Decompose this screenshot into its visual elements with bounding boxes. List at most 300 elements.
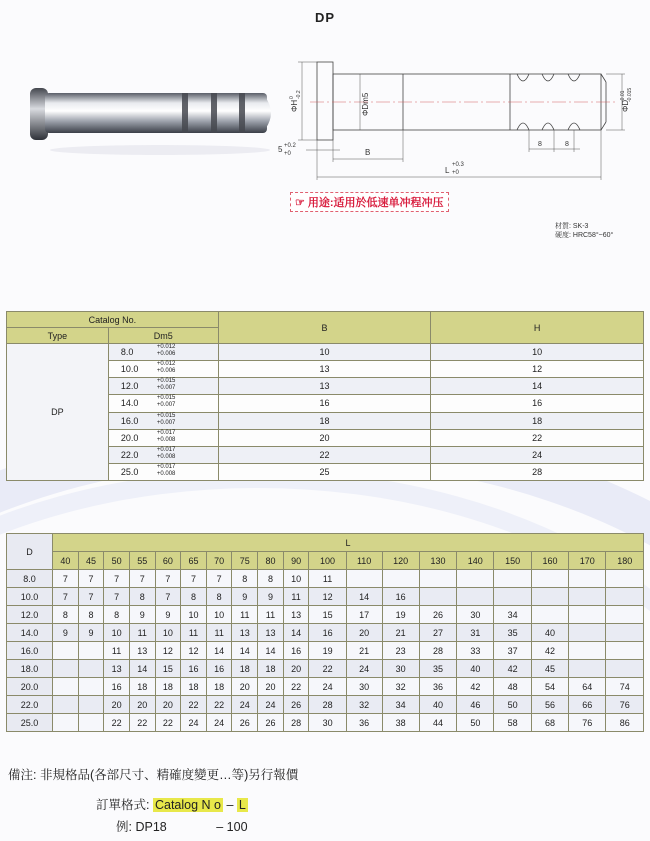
technical-drawing bbox=[270, 52, 640, 192]
example-dash: – bbox=[216, 820, 224, 834]
page-title: DP bbox=[314, 10, 336, 25]
dm5-tolerance: +0.012 +0.006 bbox=[156, 344, 176, 357]
b-length-cell: 86 bbox=[606, 714, 644, 732]
table-row bbox=[7, 344, 644, 361]
table-row bbox=[7, 624, 644, 642]
l-value-header: 45 bbox=[78, 552, 104, 570]
b-length-cell: 13 bbox=[129, 642, 155, 660]
b-length-cell: 11 bbox=[129, 624, 155, 642]
dm5-tolerance: +0.015 +0.007 bbox=[156, 395, 176, 409]
b-length-cell: 13 bbox=[283, 606, 309, 624]
example-label: 例: bbox=[116, 820, 132, 834]
b-length-cell: 8 bbox=[258, 570, 284, 588]
b-length-cell: 24 bbox=[309, 678, 346, 696]
b-length-cell: 7 bbox=[155, 570, 181, 588]
h-cell: 10 bbox=[431, 344, 644, 361]
b-length-cell: 8 bbox=[104, 606, 130, 624]
b-length-cell: 20 bbox=[104, 696, 130, 714]
b-length-cell bbox=[494, 588, 531, 606]
b-length-cell: 54 bbox=[531, 678, 568, 696]
d-cell: 18.0 bbox=[7, 660, 53, 678]
svg-text:5: 5 bbox=[278, 145, 283, 154]
b-length-cell: 11 bbox=[232, 606, 258, 624]
svg-text:+0.2: +0.2 bbox=[284, 143, 296, 149]
b-length-cell: 22 bbox=[181, 696, 207, 714]
b-length-cell bbox=[606, 660, 644, 678]
b-length-cell: 20 bbox=[232, 678, 258, 696]
h-cell: 14 bbox=[431, 378, 644, 395]
b-length-cell: 16 bbox=[309, 624, 346, 642]
pin-groove-3 bbox=[239, 93, 245, 133]
table-row bbox=[7, 696, 644, 714]
dm5-cell bbox=[108, 344, 218, 361]
b-length-cell: 11 bbox=[283, 588, 309, 606]
b-cell: 13 bbox=[218, 361, 431, 378]
b-length-cell: 16 bbox=[283, 642, 309, 660]
b-length-cell: 36 bbox=[346, 714, 382, 732]
b-length-cell: 9 bbox=[232, 588, 258, 606]
b-length-cell bbox=[569, 606, 606, 624]
b-cell: 20 bbox=[218, 429, 431, 446]
b-length-cell: 32 bbox=[382, 678, 419, 696]
l-value-header: 150 bbox=[494, 552, 531, 570]
b-length-cell: 36 bbox=[419, 678, 456, 696]
d-cell: 16.0 bbox=[7, 642, 53, 660]
l-value-header: 60 bbox=[155, 552, 181, 570]
table-row bbox=[7, 606, 644, 624]
b-length-cell bbox=[78, 642, 104, 660]
b-length-cell: 22 bbox=[155, 714, 181, 732]
b-length-cell: 18 bbox=[155, 678, 181, 696]
h-cell: 28 bbox=[431, 463, 644, 480]
b-length-cell: 26 bbox=[283, 696, 309, 714]
b-cell: 16 bbox=[218, 395, 431, 412]
b-length-cell: 15 bbox=[309, 606, 346, 624]
dm5-tolerance: +0.015 +0.007 bbox=[156, 378, 176, 392]
drawing-label-l bbox=[445, 162, 465, 176]
b-length-cell: 7 bbox=[155, 588, 181, 606]
b-length-cell: 27 bbox=[419, 624, 456, 642]
b-length-cell: 22 bbox=[206, 696, 232, 714]
b-cell: 10 bbox=[218, 344, 431, 361]
b-length-cell: 28 bbox=[419, 642, 456, 660]
dm5-value: 22.0 bbox=[120, 449, 139, 460]
h-header: H bbox=[431, 312, 644, 344]
b-length-cell: 15 bbox=[155, 660, 181, 678]
l-value-header: 50 bbox=[104, 552, 130, 570]
b-length-cell bbox=[606, 606, 644, 624]
b-length-cell: 9 bbox=[53, 624, 79, 642]
b-length-cell: 40 bbox=[457, 660, 494, 678]
spec-header-row bbox=[7, 312, 644, 328]
drawing-head bbox=[317, 62, 333, 140]
b-length-cell: 17 bbox=[346, 606, 382, 624]
l-value-header: 160 bbox=[531, 552, 568, 570]
hardness-line: 硬度: HRC58°~60° bbox=[555, 232, 614, 239]
b-length-cell: 10 bbox=[104, 624, 130, 642]
dm5-value: 14.0 bbox=[120, 398, 139, 409]
b-length-cell: 24 bbox=[346, 660, 382, 678]
b-length-cell: 16 bbox=[382, 588, 419, 606]
b-length-cell: 21 bbox=[346, 642, 382, 660]
b-length-cell: 22 bbox=[104, 714, 130, 732]
d-header: D bbox=[7, 534, 53, 570]
b-length-cell: 7 bbox=[53, 570, 79, 588]
b-length-cell bbox=[606, 624, 644, 642]
b-length-cell: 20 bbox=[283, 660, 309, 678]
b-length-cell bbox=[606, 570, 644, 588]
dm5-value: 10.0 bbox=[120, 364, 139, 375]
dm5-cell bbox=[108, 395, 218, 412]
order-l-field: L bbox=[238, 798, 246, 812]
b-length-cell: 35 bbox=[419, 660, 456, 678]
b-length-cell bbox=[53, 696, 79, 714]
b-length-cell: 35 bbox=[494, 624, 531, 642]
b-length-cell: 26 bbox=[258, 714, 284, 732]
b-length-cell: 16 bbox=[104, 678, 130, 696]
b-length-cell: 7 bbox=[78, 570, 104, 588]
dm5-value: 12.0 bbox=[120, 381, 139, 392]
b-length-cell: 8 bbox=[129, 588, 155, 606]
b-length-cell: 38 bbox=[382, 714, 419, 732]
b-length-cell: 20 bbox=[346, 624, 382, 642]
b-length-cell bbox=[569, 570, 606, 588]
b-length-cell: 7 bbox=[53, 588, 79, 606]
b-length-cell: 11 bbox=[258, 606, 284, 624]
b-length-cell: 74 bbox=[606, 678, 644, 696]
b-length-cell: 9 bbox=[78, 624, 104, 642]
b-length-cell: 8 bbox=[53, 606, 79, 624]
l-value-header: 120 bbox=[382, 552, 419, 570]
b-length-cell: 18 bbox=[258, 660, 284, 678]
type-header: Type bbox=[7, 328, 109, 344]
order-format bbox=[96, 795, 248, 813]
dm5-cell bbox=[108, 361, 218, 378]
b-length-cell: 76 bbox=[606, 696, 644, 714]
svg-text:-0.015: -0.015 bbox=[627, 87, 633, 102]
b-length-cell bbox=[78, 660, 104, 678]
b-length-cell: 14 bbox=[346, 588, 382, 606]
b-length-cell: 8 bbox=[232, 570, 258, 588]
material-line: 材質: SK-3 bbox=[555, 223, 589, 230]
b-length-cell: 50 bbox=[457, 714, 494, 732]
b-length-cell: 9 bbox=[129, 606, 155, 624]
b-length-cell: 66 bbox=[569, 696, 606, 714]
b-length-cell: 14 bbox=[206, 642, 232, 660]
h-cell: 24 bbox=[431, 446, 644, 463]
l-value-header: 55 bbox=[129, 552, 155, 570]
d-cell: 12.0 bbox=[7, 606, 53, 624]
l-value-header: 170 bbox=[569, 552, 606, 570]
b-length-cell: 11 bbox=[181, 624, 207, 642]
l-value-header: 140 bbox=[457, 552, 494, 570]
drawing-label-b: B bbox=[365, 148, 371, 157]
b-length-cell: 32 bbox=[346, 696, 382, 714]
l-header: L bbox=[53, 534, 644, 552]
b-length-cell: 37 bbox=[494, 642, 531, 660]
b-length-cell: 10 bbox=[283, 570, 309, 588]
b-length-cell bbox=[569, 624, 606, 642]
b-length-cell bbox=[494, 570, 531, 588]
b-length-cell: 7 bbox=[181, 570, 207, 588]
b-length-cell bbox=[531, 570, 568, 588]
b-length-cell bbox=[531, 606, 568, 624]
h-cell: 12 bbox=[431, 361, 644, 378]
b-length-cell bbox=[569, 588, 606, 606]
b-length-cell: 42 bbox=[531, 642, 568, 660]
h-cell: 22 bbox=[431, 429, 644, 446]
order-dash: – bbox=[226, 798, 234, 812]
dm5-header: Dm5 bbox=[108, 328, 218, 344]
b-length-cell: 7 bbox=[206, 570, 232, 588]
d-cell: 20.0 bbox=[7, 678, 53, 696]
b-length-cell: 68 bbox=[531, 714, 568, 732]
b-cell: 22 bbox=[218, 446, 431, 463]
b-length-cell bbox=[53, 714, 79, 732]
b-length-cell: 22 bbox=[283, 678, 309, 696]
b-length-cell bbox=[78, 696, 104, 714]
table-row bbox=[7, 714, 644, 732]
l-value-header: 100 bbox=[309, 552, 346, 570]
b-length-cell: 30 bbox=[382, 660, 419, 678]
b-length-cell: 48 bbox=[494, 678, 531, 696]
b-length-cell: 40 bbox=[531, 624, 568, 642]
b-length-cell: 13 bbox=[232, 624, 258, 642]
b-length-cell: 12 bbox=[181, 642, 207, 660]
dm5-tolerance: +0.017 +0.008 bbox=[156, 463, 176, 477]
b-length-cell: 10 bbox=[155, 624, 181, 642]
b-length-cell: 16 bbox=[181, 660, 207, 678]
b-length-cell: 10 bbox=[181, 606, 207, 624]
drawing-label-dm5: ΦDm5 bbox=[361, 92, 370, 116]
b-length-cell: 13 bbox=[258, 624, 284, 642]
b-length-cell: 19 bbox=[309, 642, 346, 660]
b-length-cell: 18 bbox=[206, 678, 232, 696]
l-value-header: 40 bbox=[53, 552, 79, 570]
svg-text:+0.3: +0.3 bbox=[452, 162, 464, 168]
b-header: B bbox=[218, 312, 431, 344]
b-length-cell: 40 bbox=[419, 696, 456, 714]
d-cell: 14.0 bbox=[7, 624, 53, 642]
b-length-cell: 20 bbox=[258, 678, 284, 696]
b-length-cell: 58 bbox=[494, 714, 531, 732]
drawing-label-head bbox=[278, 143, 297, 157]
usage-note bbox=[290, 192, 449, 212]
b-length-cell: 24 bbox=[232, 696, 258, 714]
b-length-cell: 22 bbox=[129, 714, 155, 732]
table-row bbox=[7, 588, 644, 606]
pin-shadow bbox=[50, 145, 270, 155]
catalog-header: Catalog No. bbox=[7, 312, 219, 328]
b-length-cell: 42 bbox=[494, 660, 531, 678]
drawing-label-h bbox=[289, 90, 302, 112]
b-length-cell: 19 bbox=[382, 606, 419, 624]
pin-body bbox=[45, 93, 267, 133]
spec-table bbox=[6, 311, 644, 481]
b-length-cell: 8 bbox=[206, 588, 232, 606]
b-length-cell: 31 bbox=[457, 624, 494, 642]
b-length-cell: 26 bbox=[419, 606, 456, 624]
b-length-cell: 23 bbox=[382, 642, 419, 660]
l-value-header: 80 bbox=[258, 552, 284, 570]
type-cell: DP bbox=[7, 344, 109, 481]
b-length-cell: 33 bbox=[457, 642, 494, 660]
h-cell: 16 bbox=[431, 395, 644, 412]
b-length-cell: 8 bbox=[181, 588, 207, 606]
b-length-cell: 14 bbox=[129, 660, 155, 678]
d-cell: 22.0 bbox=[7, 696, 53, 714]
b-length-cell bbox=[569, 642, 606, 660]
b-length-cell: 14 bbox=[258, 642, 284, 660]
dm5-value: 25.0 bbox=[120, 466, 139, 477]
drawing-label-d bbox=[620, 88, 633, 112]
b-length-cell: 9 bbox=[155, 606, 181, 624]
h-cell: 18 bbox=[431, 412, 644, 429]
b-length-cell: 11 bbox=[104, 642, 130, 660]
pin-photo bbox=[30, 80, 280, 160]
dm5-cell bbox=[108, 446, 218, 463]
dm5-tolerance: +0.017 +0.008 bbox=[156, 446, 176, 460]
b-length-cell: 13 bbox=[104, 660, 130, 678]
b-length-cell bbox=[606, 642, 644, 660]
b-length-cell bbox=[457, 588, 494, 606]
b-length-cell bbox=[606, 588, 644, 606]
dm5-cell bbox=[108, 429, 218, 446]
order-catalog-field: Catalog N o bbox=[154, 798, 221, 812]
b-length-cell: 7 bbox=[104, 570, 130, 588]
usage-note-text: 用途:适用於低速单冲程冲压 bbox=[307, 197, 444, 209]
b-length-cell: 20 bbox=[155, 696, 181, 714]
dm5-value: 8.0 bbox=[120, 347, 134, 358]
b-length-cell: 7 bbox=[129, 570, 155, 588]
b-length-cell: 28 bbox=[283, 714, 309, 732]
b-length-cell: 42 bbox=[457, 678, 494, 696]
b-length-cell bbox=[53, 642, 79, 660]
drawing-label-8a: 8 bbox=[538, 141, 542, 148]
b-length-cell: 34 bbox=[494, 606, 531, 624]
b-length-cell: 24 bbox=[181, 714, 207, 732]
dm5-tolerance: +0.015 +0.007 bbox=[156, 412, 176, 426]
svg-text:0: 0 bbox=[289, 96, 295, 99]
l-value-header: 90 bbox=[283, 552, 309, 570]
dm5-cell bbox=[108, 378, 218, 395]
b-length-cell bbox=[569, 660, 606, 678]
b-cell: 25 bbox=[218, 463, 431, 480]
b-length-cell bbox=[78, 678, 104, 696]
table-row bbox=[7, 660, 644, 678]
b-length-cell: 34 bbox=[382, 696, 419, 714]
dm5-value: 16.0 bbox=[120, 415, 139, 426]
l-value-header: 75 bbox=[232, 552, 258, 570]
b-length-cell: 56 bbox=[531, 696, 568, 714]
b-length-cell: 64 bbox=[569, 678, 606, 696]
b-length-cell: 28 bbox=[309, 696, 346, 714]
order-format-label: 訂單格式: bbox=[96, 798, 150, 812]
length-table bbox=[6, 533, 644, 732]
b-length-cell bbox=[53, 678, 79, 696]
b-length-cell: 18 bbox=[129, 678, 155, 696]
b-length-cell bbox=[419, 588, 456, 606]
b-length-cell bbox=[419, 570, 456, 588]
b-length-cell: 76 bbox=[569, 714, 606, 732]
svg-text:+0: +0 bbox=[284, 151, 291, 157]
drawing-label-8b: 8 bbox=[565, 141, 569, 148]
svg-text:-0.01: -0.01 bbox=[620, 90, 626, 102]
b-length-cell: 14 bbox=[232, 642, 258, 660]
dm5-cell bbox=[108, 412, 218, 429]
material-info bbox=[555, 222, 613, 240]
dm5-cell bbox=[108, 463, 218, 480]
l-value-header: 70 bbox=[206, 552, 232, 570]
b-length-cell: 24 bbox=[206, 714, 232, 732]
d-cell: 10.0 bbox=[7, 588, 53, 606]
pin-groove-1 bbox=[182, 93, 188, 133]
b-length-cell: 10 bbox=[206, 606, 232, 624]
d-cell: 8.0 bbox=[7, 570, 53, 588]
example-code: DP18 bbox=[135, 820, 167, 834]
b-length-cell: 50 bbox=[494, 696, 531, 714]
dm5-tolerance: +0.012 +0.006 bbox=[156, 361, 176, 375]
b-length-cell: 44 bbox=[419, 714, 456, 732]
order-example bbox=[116, 817, 248, 835]
length-values-row bbox=[7, 552, 644, 570]
b-cell: 13 bbox=[218, 378, 431, 395]
b-length-cell: 14 bbox=[283, 624, 309, 642]
b-length-cell: 8 bbox=[78, 606, 104, 624]
b-length-cell: 30 bbox=[346, 678, 382, 696]
svg-text:+0: +0 bbox=[452, 170, 459, 176]
b-length-cell bbox=[53, 660, 79, 678]
b-length-cell: 9 bbox=[258, 588, 284, 606]
b-length-cell: 45 bbox=[531, 660, 568, 678]
b-length-cell bbox=[346, 570, 382, 588]
b-length-cell: 12 bbox=[155, 642, 181, 660]
l-value-header: 65 bbox=[181, 552, 207, 570]
svg-text:ΦH: ΦH bbox=[290, 99, 299, 112]
b-length-cell bbox=[78, 714, 104, 732]
b-length-cell: 11 bbox=[309, 570, 346, 588]
b-length-cell: 7 bbox=[78, 588, 104, 606]
b-length-cell: 24 bbox=[258, 696, 284, 714]
example-l: 100 bbox=[226, 820, 248, 834]
svg-text:L: L bbox=[445, 166, 450, 175]
b-length-cell: 30 bbox=[457, 606, 494, 624]
b-length-cell: 22 bbox=[309, 660, 346, 678]
dm5-tolerance: +0.017 +0.008 bbox=[156, 429, 176, 443]
b-length-cell: 18 bbox=[232, 660, 258, 678]
b-length-cell bbox=[457, 570, 494, 588]
l-value-header: 130 bbox=[419, 552, 456, 570]
b-length-cell: 12 bbox=[309, 588, 346, 606]
b-length-cell: 21 bbox=[382, 624, 419, 642]
length-header-row bbox=[7, 534, 644, 552]
b-length-cell: 20 bbox=[129, 696, 155, 714]
b-length-cell bbox=[531, 588, 568, 606]
b-length-cell bbox=[382, 570, 419, 588]
b-length-cell: 7 bbox=[104, 588, 130, 606]
footnote: 備注: 非規格品(各部尺寸、精確度變更…等)另行報價 bbox=[8, 768, 299, 782]
table-row bbox=[7, 678, 644, 696]
table-row bbox=[7, 642, 644, 660]
b-length-cell: 16 bbox=[206, 660, 232, 678]
svg-text:ΦD: ΦD bbox=[621, 99, 630, 112]
b-length-cell: 46 bbox=[457, 696, 494, 714]
b-cell: 18 bbox=[218, 412, 431, 429]
l-value-header: 180 bbox=[606, 552, 644, 570]
svg-text:-0.2: -0.2 bbox=[296, 90, 302, 99]
dm5-value: 20.0 bbox=[120, 432, 139, 443]
b-length-cell: 18 bbox=[181, 678, 207, 696]
